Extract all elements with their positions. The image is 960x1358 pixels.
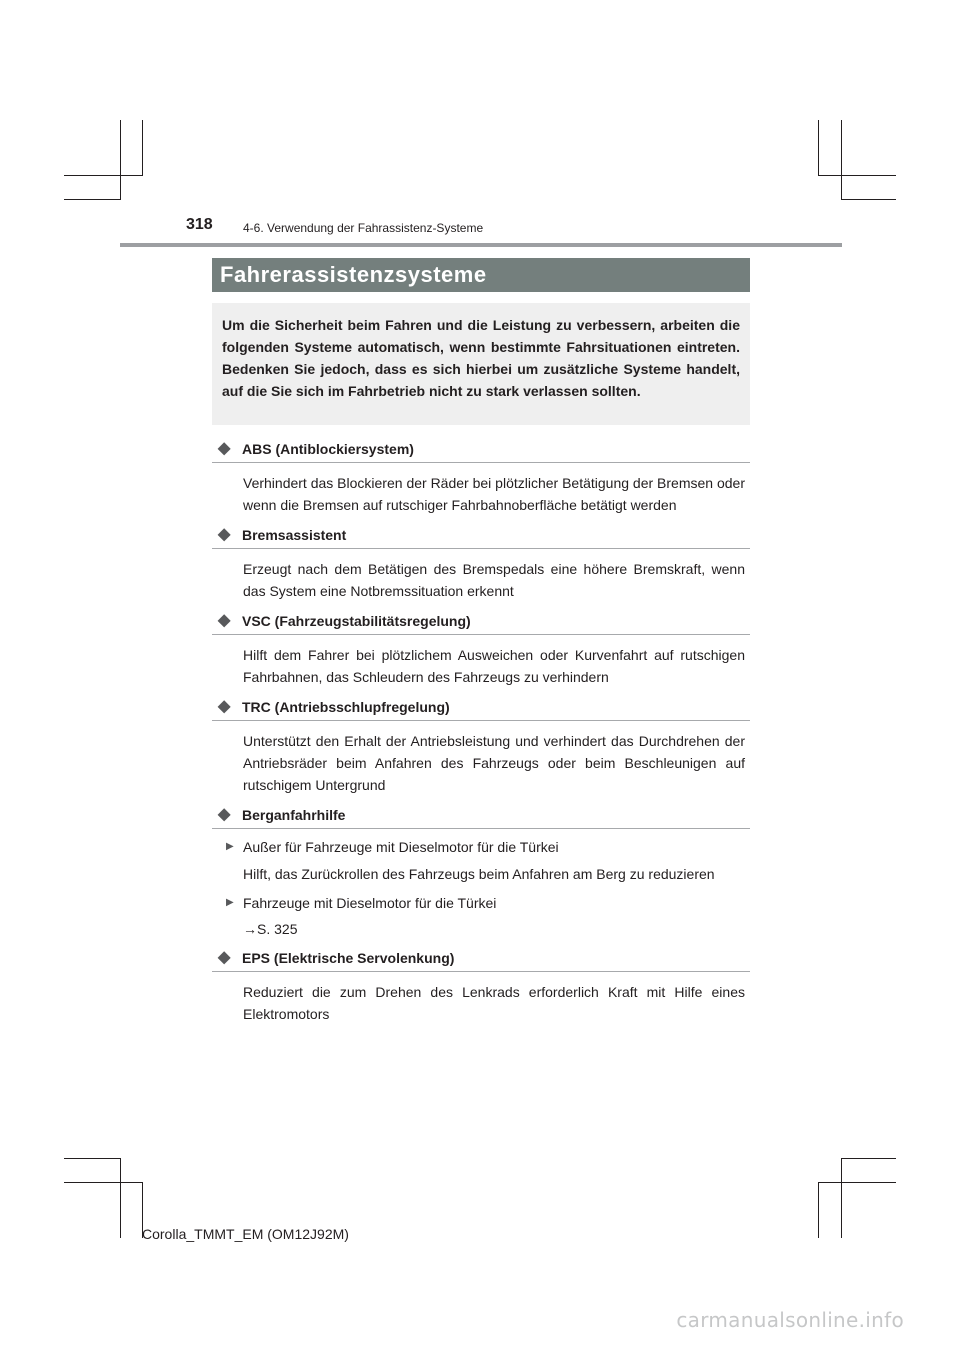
crop-mark bbox=[142, 120, 143, 175]
watermark: carmanualsonline.info bbox=[676, 1308, 904, 1332]
section-heading bbox=[212, 696, 750, 721]
diamond-icon: ◆ bbox=[218, 949, 231, 966]
condition-item bbox=[226, 837, 745, 857]
section-heading bbox=[212, 438, 750, 463]
arrow-right-icon: → bbox=[243, 921, 257, 937]
crop-mark bbox=[64, 1182, 143, 1183]
section-heading-text: ABS (Antiblockiersystem) bbox=[242, 441, 414, 457]
condition-item bbox=[226, 893, 745, 913]
page-number: 318 bbox=[186, 216, 213, 233]
section-heading bbox=[212, 804, 750, 829]
section-body: Erzeugt nach dem Betätigen des Bremspedals eine höhere Bremskraft, wenn das System eine Notbremssituation erkennt bbox=[243, 561, 745, 599]
crop-mark bbox=[841, 1158, 842, 1238]
diamond-icon: ◆ bbox=[218, 806, 231, 823]
section-heading bbox=[212, 524, 750, 549]
section-heading-text: TRC (Antriebsschlupfregelung) bbox=[242, 699, 450, 715]
diamond-icon: ◆ bbox=[218, 612, 231, 629]
chapter-title: 4-6. Verwendung der Fahrassistenz-Systeme bbox=[243, 221, 484, 235]
diamond-icon: ◆ bbox=[218, 440, 231, 457]
crop-mark bbox=[841, 199, 896, 200]
section-heading-text: Bremsassistent bbox=[242, 527, 347, 543]
crop-mark bbox=[818, 1182, 896, 1183]
crop-mark bbox=[841, 120, 842, 200]
crop-mark bbox=[64, 199, 121, 200]
section-eps bbox=[212, 947, 750, 1025]
crop-mark bbox=[841, 1158, 896, 1159]
condition-body: Hilft, das Zurückrollen des Fahrzeugs beim Anfahren am Berg zu reduzieren bbox=[243, 866, 715, 882]
section-heading-text: EPS (Elektrische Servolenkung) bbox=[242, 950, 455, 966]
diamond-icon: ◆ bbox=[218, 698, 231, 715]
section-brake-assist bbox=[212, 524, 750, 602]
condition-label: Außer für Fahrzeuge mit Dieselmotor für die Türkei bbox=[243, 839, 559, 855]
page-reference-text: S. 325 bbox=[257, 921, 298, 937]
page-reference[interactable] bbox=[243, 919, 745, 939]
section-body: Hilft dem Fahrer bei plötzlichem Ausweichen oder Kurvenfahrt auf rutschigen Fahrbahnen, das Schleudern des Fahrzeugs zu verhindern bbox=[243, 647, 745, 685]
page-title: Fahrerassistenzsysteme bbox=[212, 258, 750, 292]
section-body: Unterstützt den Erhalt der Antriebsleistung und verhindert das Durchdrehen der Antriebsräder beim Anfahren des Fahrzeugs oder beim Beschleunigen auf rutschigem Untergrund bbox=[243, 733, 745, 793]
crop-mark bbox=[818, 120, 819, 175]
crop-mark bbox=[120, 1158, 121, 1238]
crop-mark bbox=[64, 175, 143, 176]
condition-label: Fahrzeuge mit Dieselmotor für die Türkei bbox=[243, 895, 497, 911]
section-heading bbox=[212, 947, 750, 972]
crop-mark bbox=[64, 1158, 121, 1159]
section-body: Verhindert das Blockieren der Räder bei plötzlicher Betätigung der Bremsen oder wenn die Bremsen auf rutschiger Fahrbahnoberfläche betätigt werden bbox=[243, 475, 745, 513]
section-body: Reduziert die zum Drehen des Lenkrads erforderlich Kraft mit Hilfe eines Elektromotors bbox=[243, 984, 745, 1022]
crop-mark bbox=[818, 175, 896, 176]
section-hill-start-assist bbox=[212, 804, 750, 939]
crop-mark bbox=[818, 1182, 819, 1238]
section-heading-text: VSC (Fahrzeugstabilitätsregelung) bbox=[242, 613, 471, 629]
triangle-right-icon: ▶ bbox=[226, 897, 234, 908]
section-heading-text: Berganfahrhilfe bbox=[242, 807, 346, 823]
triangle-right-icon: ▶ bbox=[226, 841, 234, 852]
diamond-icon: ◆ bbox=[218, 526, 231, 543]
header-rule bbox=[120, 243, 842, 247]
section-heading bbox=[212, 610, 750, 635]
crop-mark bbox=[120, 120, 121, 200]
intro-box: Um die Sicherheit beim Fahren und die Leistung zu verbessern, arbeiten die folgenden Systeme automatisch, wenn bestimmte Fahrsituationen eintreten. Bedenken Sie jedoch, dass es sich hierbei um zusätzliche Systeme handelt, auf die Sie sich im Fahrbetrieb nicht zu stark verlassen sollten. bbox=[212, 303, 750, 425]
content bbox=[212, 438, 750, 1033]
section-vsc bbox=[212, 610, 750, 688]
manual-code: Corolla_TMMT_EM (OM12J92M) bbox=[142, 1226, 349, 1242]
section-abs bbox=[212, 438, 750, 516]
section-trc bbox=[212, 696, 750, 796]
